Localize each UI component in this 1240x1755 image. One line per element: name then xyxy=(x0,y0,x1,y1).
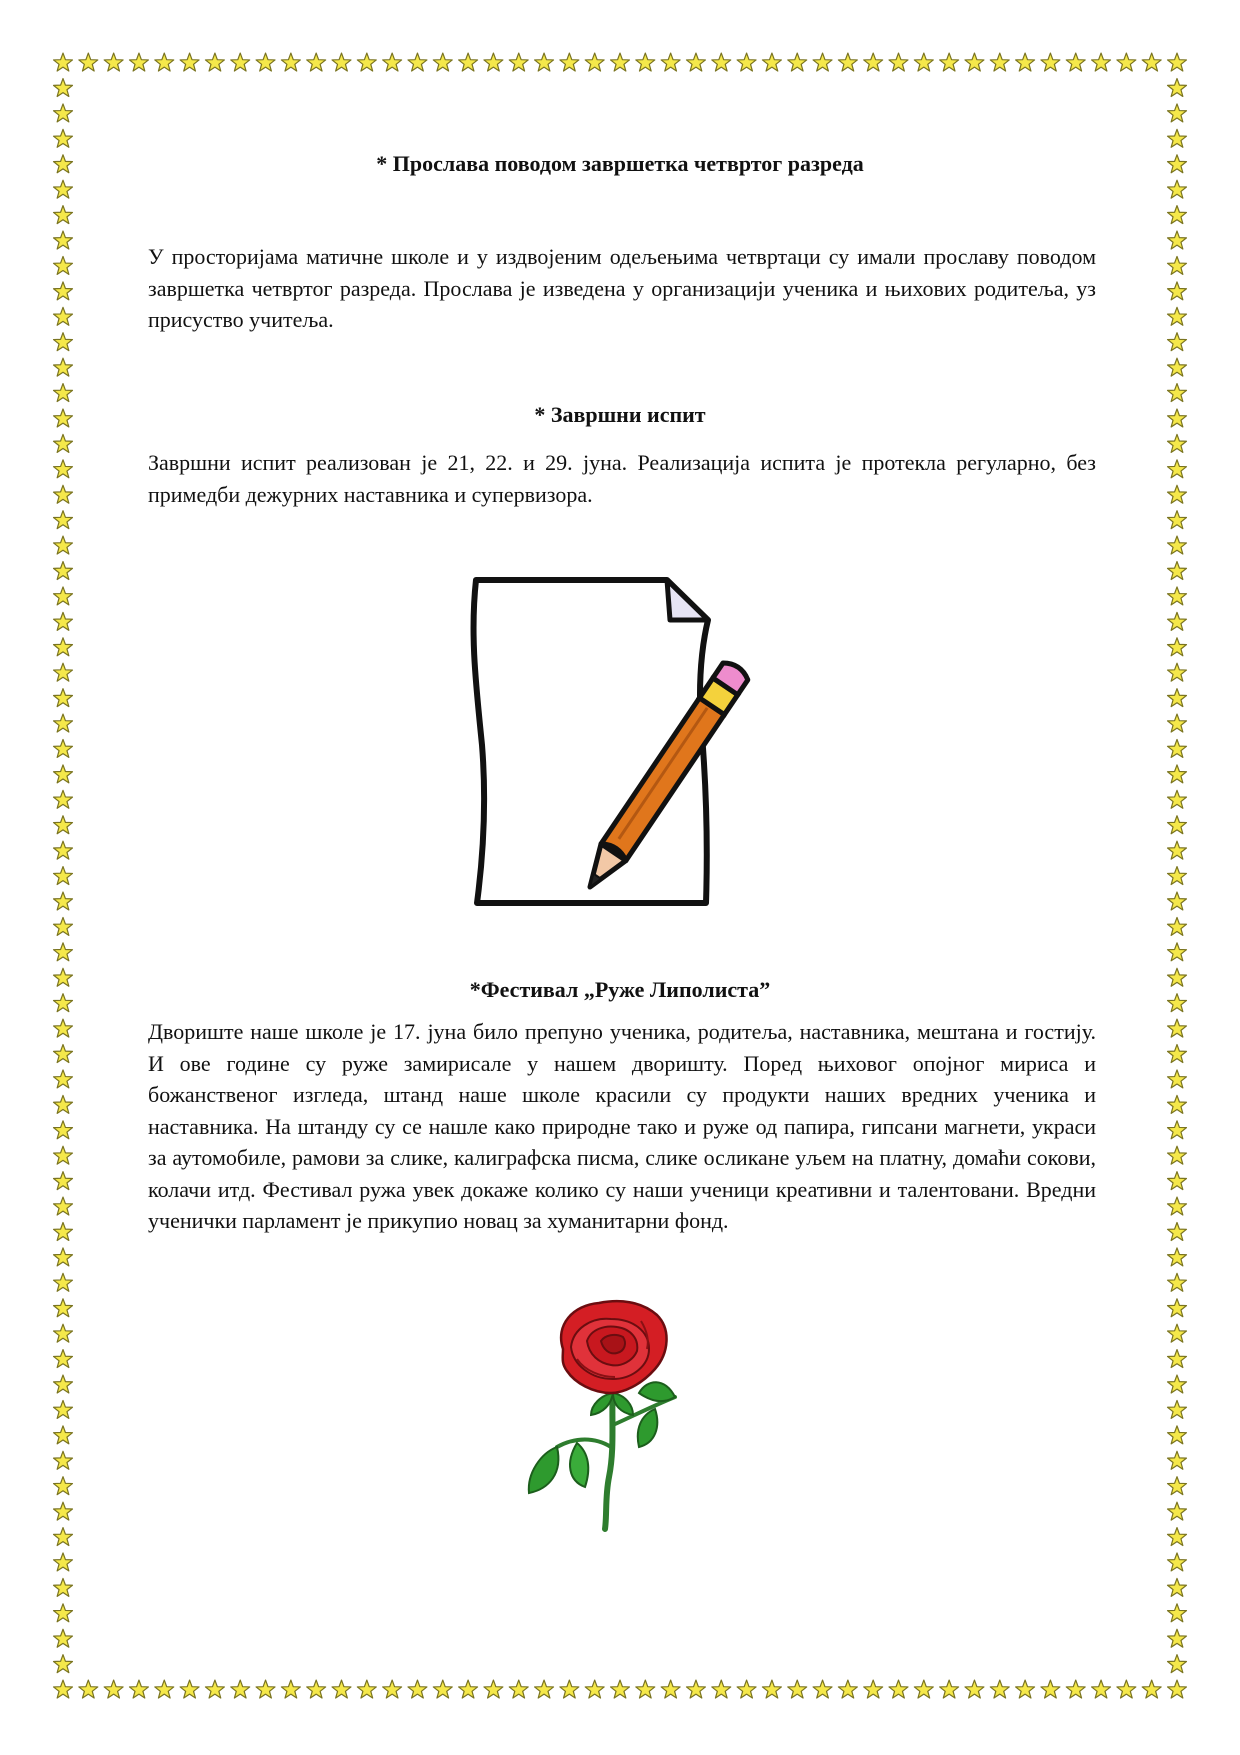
star-icon xyxy=(281,1680,300,1698)
star-icon xyxy=(762,53,781,71)
star-icon xyxy=(54,1629,73,1647)
star-icon xyxy=(1168,943,1187,961)
star-icon xyxy=(1168,536,1187,554)
star-icon xyxy=(914,53,933,71)
star-icon xyxy=(1168,562,1187,580)
star-icon xyxy=(535,1680,554,1698)
star-icon xyxy=(509,53,528,71)
star-icon xyxy=(636,53,655,71)
star-icon xyxy=(54,1299,73,1317)
star-icon xyxy=(914,1680,933,1698)
star-icon xyxy=(433,1680,452,1698)
star-icon xyxy=(712,1680,731,1698)
star-icon xyxy=(383,53,402,71)
star-icon xyxy=(1117,1680,1136,1698)
star-icon xyxy=(54,1121,73,1139)
star-icon xyxy=(54,180,73,198)
star-icon xyxy=(560,53,579,71)
star-icon xyxy=(357,1680,376,1698)
star-icon xyxy=(1168,1070,1187,1088)
star-icon xyxy=(686,1680,705,1698)
star-icon xyxy=(54,1045,73,1063)
star-icon xyxy=(838,1680,857,1698)
star-icon xyxy=(54,1019,73,1037)
star-icon xyxy=(864,1680,883,1698)
star-icon xyxy=(762,1680,781,1698)
star-icon xyxy=(459,53,478,71)
star-icon xyxy=(535,53,554,71)
star-icon xyxy=(54,714,73,732)
star-icon xyxy=(1168,1019,1187,1037)
star-icon xyxy=(1168,1273,1187,1291)
star-icon xyxy=(737,1680,756,1698)
star-icon xyxy=(1168,282,1187,300)
star-icon xyxy=(54,1655,73,1673)
star-icon xyxy=(1168,307,1187,325)
section-paragraph-celebration: У просторијама матичне школе и у издвојеним одељењима четвртаци су имали прославу поводом завршетка четвртог разреда. Прослава је изведена у организацији ученика и њихових родитеља, уз присуство учитеља. xyxy=(148,244,1096,332)
star-icon xyxy=(1117,53,1136,71)
star-icon xyxy=(1168,104,1187,122)
star-icon xyxy=(408,1680,427,1698)
star-icon xyxy=(54,994,73,1012)
star-icon xyxy=(838,53,857,71)
star-icon xyxy=(54,867,73,885)
star-icon xyxy=(54,1451,73,1469)
star-icon xyxy=(1168,1299,1187,1317)
star-icon xyxy=(1168,129,1187,147)
star-icon xyxy=(54,1680,73,1698)
star-icon xyxy=(54,968,73,986)
star-icon xyxy=(54,155,73,173)
star-icon xyxy=(54,536,73,554)
star-icon xyxy=(155,1680,174,1698)
star-icon xyxy=(54,307,73,325)
star-icon xyxy=(54,104,73,122)
star-icon xyxy=(231,53,250,71)
star-icon xyxy=(54,689,73,707)
star-icon xyxy=(332,53,351,71)
star-icon xyxy=(1168,434,1187,452)
star-icon xyxy=(180,1680,199,1698)
star-icon xyxy=(1142,53,1161,71)
star-icon xyxy=(54,79,73,97)
star-icon xyxy=(1168,460,1187,478)
star-icon xyxy=(205,1680,224,1698)
star-icon xyxy=(1168,333,1187,351)
star-icon xyxy=(940,53,959,71)
star-icon xyxy=(54,1095,73,1113)
star-icon xyxy=(54,663,73,681)
section-heading-final-exam: * Завршни испит xyxy=(534,402,706,427)
star-icon xyxy=(636,1680,655,1698)
star-icon xyxy=(205,53,224,71)
star-icon xyxy=(1168,1629,1187,1647)
star-icon xyxy=(1168,1426,1187,1444)
star-icon xyxy=(54,612,73,630)
star-icon xyxy=(54,1578,73,1596)
star-icon xyxy=(889,53,908,71)
star-icon xyxy=(712,53,731,71)
star-icon xyxy=(1168,79,1187,97)
star-icon xyxy=(54,231,73,249)
star-icon xyxy=(1168,180,1187,198)
star-icon xyxy=(54,1502,73,1520)
star-icon xyxy=(1168,155,1187,173)
star-icon xyxy=(509,1680,528,1698)
paper-and-pencil-icon xyxy=(462,565,782,910)
star-icon xyxy=(129,53,148,71)
star-icon xyxy=(54,1223,73,1241)
star-icon xyxy=(54,1426,73,1444)
star-icon xyxy=(1168,714,1187,732)
star-icon xyxy=(1016,1680,1035,1698)
star-icon xyxy=(1168,1655,1187,1673)
star-icon xyxy=(1168,1172,1187,1190)
red-rose-icon xyxy=(515,1297,710,1532)
star-icon xyxy=(1168,1502,1187,1520)
star-icon xyxy=(129,1680,148,1698)
star-icon xyxy=(54,1604,73,1622)
section-heading-rose-festival: *Фестивал „Руже Липолиста” xyxy=(469,977,771,1002)
star-icon xyxy=(1168,1400,1187,1418)
star-icon xyxy=(54,917,73,935)
star-icon xyxy=(54,1273,73,1291)
star-icon xyxy=(1168,1477,1187,1495)
star-icon xyxy=(1168,485,1187,503)
star-icon xyxy=(54,1172,73,1190)
star-icon xyxy=(54,739,73,757)
star-icon xyxy=(1092,1680,1111,1698)
star-icon xyxy=(54,943,73,961)
star-icon xyxy=(54,1553,73,1571)
star-icon xyxy=(54,841,73,859)
star-icon xyxy=(54,333,73,351)
star-icon xyxy=(1168,1121,1187,1139)
star-icon xyxy=(965,1680,984,1698)
star-icon xyxy=(256,1680,275,1698)
star-icon xyxy=(104,53,123,71)
star-icon xyxy=(1168,1350,1187,1368)
star-icon xyxy=(54,206,73,224)
star-icon xyxy=(940,1680,959,1698)
star-icon xyxy=(54,892,73,910)
star-icon xyxy=(54,1375,73,1393)
star-icon xyxy=(889,1680,908,1698)
star-icon xyxy=(661,1680,680,1698)
star-icon xyxy=(813,1680,832,1698)
star-icon xyxy=(54,1248,73,1266)
star-icon xyxy=(1168,53,1187,71)
star-icon xyxy=(1168,384,1187,402)
star-icon xyxy=(54,129,73,147)
star-icon xyxy=(1168,1248,1187,1266)
star-icon xyxy=(307,1680,326,1698)
star-icon xyxy=(611,53,630,71)
star-icon xyxy=(1066,53,1085,71)
star-icon xyxy=(54,256,73,274)
star-icon xyxy=(1168,1578,1187,1596)
section-heading-celebration: * Прослава поводом завршетка четвртог разреда xyxy=(376,151,864,176)
star-icon xyxy=(1168,256,1187,274)
star-icon xyxy=(965,53,984,71)
star-icon xyxy=(54,1197,73,1215)
star-icon xyxy=(1168,1451,1187,1469)
star-icon xyxy=(1168,689,1187,707)
star-icon xyxy=(1168,1528,1187,1546)
star-icon xyxy=(1168,1324,1187,1342)
star-icon xyxy=(54,460,73,478)
section-paragraph-final-exam: Завршни испит реализован је 21, 22. и 29. јуна. Реализација испита је протекла регуларно, без примедби дежурних наставника и супервизора. xyxy=(148,450,1096,507)
star-icon xyxy=(737,53,756,71)
star-icon xyxy=(54,790,73,808)
section-paragraph-rose-festival: Двориште наше школе је 17. јуна било препуно ученика, родитеља, наставника, мештана и гостију. И ове године су руже замирисале у нашем дворишту. Поред њиховог опојног мириса и божанственог изгледа, штанд наше школе красили су продукти наших вредних ученика и наставника. На штанду су се нашле како природне тако и руже од папира, гипсани магнети, украси за аутомобиле, рамови за слике, калиграфска писма, слике осликане уљем на платну, домаћи сокови, колачи итд. Фестивал ружа увек докаже колико су наши ученици креативни и талентовани. Вредни ученички парламент је прикупио новац за хуманитарни фонд. xyxy=(148,1019,1096,1233)
star-icon xyxy=(231,1680,250,1698)
star-icon xyxy=(54,587,73,605)
star-icon xyxy=(1168,663,1187,681)
star-icon xyxy=(104,1680,123,1698)
star-icon xyxy=(1168,790,1187,808)
star-icon xyxy=(54,638,73,656)
star-icon xyxy=(54,562,73,580)
star-icon xyxy=(180,53,199,71)
star-icon xyxy=(1168,409,1187,427)
star-icon xyxy=(256,53,275,71)
star-icon xyxy=(585,53,604,71)
star-icon xyxy=(484,53,503,71)
star-icon xyxy=(788,1680,807,1698)
star-icon xyxy=(1168,511,1187,529)
star-icon xyxy=(54,485,73,503)
star-icon xyxy=(1168,1223,1187,1241)
star-icon xyxy=(54,1350,73,1368)
star-icon xyxy=(54,765,73,783)
star-icon xyxy=(1168,587,1187,605)
star-icon xyxy=(54,1070,73,1088)
star-icon xyxy=(1168,206,1187,224)
star-icon xyxy=(54,358,73,376)
star-icon xyxy=(54,816,73,834)
star-icon xyxy=(1168,1095,1187,1113)
star-icon xyxy=(686,53,705,71)
star-icon xyxy=(1168,1146,1187,1164)
star-icon xyxy=(1168,765,1187,783)
star-icon xyxy=(459,1680,478,1698)
star-icon xyxy=(281,53,300,71)
star-icon xyxy=(54,1146,73,1164)
star-icon xyxy=(1168,994,1187,1012)
star-icon xyxy=(585,1680,604,1698)
star-icon xyxy=(433,53,452,71)
star-icon xyxy=(54,384,73,402)
star-icon xyxy=(332,1680,351,1698)
star-icon xyxy=(1092,53,1111,71)
star-icon xyxy=(155,53,174,71)
star-icon xyxy=(990,53,1009,71)
star-icon xyxy=(1168,612,1187,630)
star-icon xyxy=(408,53,427,71)
star-icon xyxy=(1168,917,1187,935)
star-icon xyxy=(79,1680,98,1698)
star-icon xyxy=(1041,53,1060,71)
star-icon xyxy=(1168,968,1187,986)
star-icon xyxy=(1168,867,1187,885)
star-icon xyxy=(1168,1197,1187,1215)
star-icon xyxy=(54,53,73,71)
star-icon xyxy=(1016,53,1035,71)
star-icon xyxy=(1168,1045,1187,1063)
star-icon xyxy=(1168,1553,1187,1571)
star-icon xyxy=(1168,739,1187,757)
star-icon xyxy=(54,1528,73,1546)
star-icon xyxy=(560,1680,579,1698)
star-icon xyxy=(1168,1604,1187,1622)
star-icon xyxy=(1168,1680,1187,1698)
star-icon xyxy=(990,1680,1009,1698)
star-icon xyxy=(54,1477,73,1495)
star-icon xyxy=(1041,1680,1060,1698)
star-icon xyxy=(864,53,883,71)
star-icon xyxy=(54,434,73,452)
star-icon xyxy=(54,282,73,300)
star-icon xyxy=(1168,841,1187,859)
star-icon xyxy=(1168,892,1187,910)
star-icon xyxy=(813,53,832,71)
star-icon xyxy=(54,511,73,529)
star-icon xyxy=(788,53,807,71)
star-icon xyxy=(661,53,680,71)
star-icon xyxy=(1142,1680,1161,1698)
star-icon xyxy=(611,1680,630,1698)
star-icon xyxy=(1168,358,1187,376)
star-icon xyxy=(484,1680,503,1698)
star-icon xyxy=(1168,1375,1187,1393)
star-icon xyxy=(1168,231,1187,249)
star-icon xyxy=(357,53,376,71)
star-icon xyxy=(1066,1680,1085,1698)
star-icon xyxy=(1168,638,1187,656)
star-icon xyxy=(79,53,98,71)
star-icon xyxy=(54,1400,73,1418)
star-icon xyxy=(54,409,73,427)
star-icon xyxy=(54,1324,73,1342)
star-icon xyxy=(383,1680,402,1698)
star-icon xyxy=(307,53,326,71)
star-icon xyxy=(1168,816,1187,834)
